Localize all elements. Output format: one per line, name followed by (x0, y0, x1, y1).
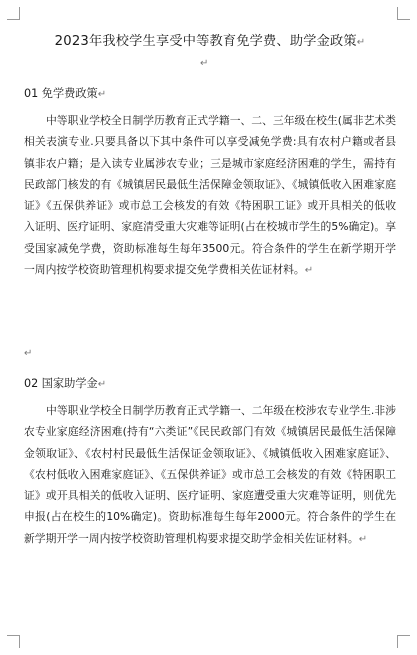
document-title[interactable] (24, 33, 396, 52)
paragraph-mark: ↵ (304, 265, 314, 277)
document-title-text: 2023年我校学生享受中等教育免学费、助学金政策 (54, 34, 357, 49)
paragraph-mark: ↵ (97, 89, 107, 100)
section-heading-text: 01 免学费政策 (24, 87, 98, 100)
section-heading-text: 02 国家助学金 (24, 377, 98, 390)
page-corner-mark-top-right (397, 7, 410, 20)
section-body-text: 中等职业学校全日制学历教育正式学籍一、二年级在校涉农专业学生.非涉农专业家庭经济困难(持有“六类证”《民民政部门有效《城镇居民最低生活保障金领取证》、《农村村民最低生活保证金领取证》、《城镇低收入困难家庭证》、《农村低收入困难家庭证》、《五保供养证》或市总工会核发的有效《特困职工证》或开具相关的低收入证明、医疗证明、家庭遭受重大灾难等证明，则优先申报(占在校生的10%确定)。资助标准每生每年2000元。符合条件的学生在新学期开学一周内按学校资助管理机构要求提交助学金相关佐证材料。 (24, 404, 396, 545)
page-corner-mark-top-left (7, 7, 20, 20)
paragraph-mark: ↵ (97, 379, 107, 390)
paragraph-mark: ↵ (358, 533, 368, 545)
page-corner-mark-bottom-right (397, 635, 410, 648)
section-heading-free-tuition[interactable] (24, 86, 106, 103)
empty-paragraph-mark: ↵ (200, 58, 209, 69)
section-body-text: 中等职业学校全日制学历教育正式学籍一、二、三年级在校生(属非艺术类相关表演专业.只要具备以下其中条件可以享受减免学费:具有农村户籍或者县镇非农户籍；是入读专业属涉农专业；三是城市家庭经济困难的学生，需持有民政部门核发的有《城镇居民最低生活保障金领取证》、《城镇低收入困难家庭证》《五保供养证》或市总工会核发的有效《特困职工证》或开具相关的低收入证明、医疗证明、家庭清受重大灾难等证明(占在校城市学生的5%确定)。享受国家减免学费，资助标准每生每年3500元。符合条件的学生在新学期开学一周内按学校资助管理机构要求提交免学费相关佐证材料。 (24, 114, 396, 277)
section-body-free-tuition[interactable] (24, 110, 396, 281)
paragraph-mark: ↵ (356, 37, 366, 48)
section-heading-national-grant[interactable] (24, 376, 106, 393)
empty-paragraph-mark: ↵ (24, 348, 33, 359)
section-body-national-grant[interactable] (24, 400, 396, 550)
page-corner-mark-bottom-left (7, 635, 20, 648)
